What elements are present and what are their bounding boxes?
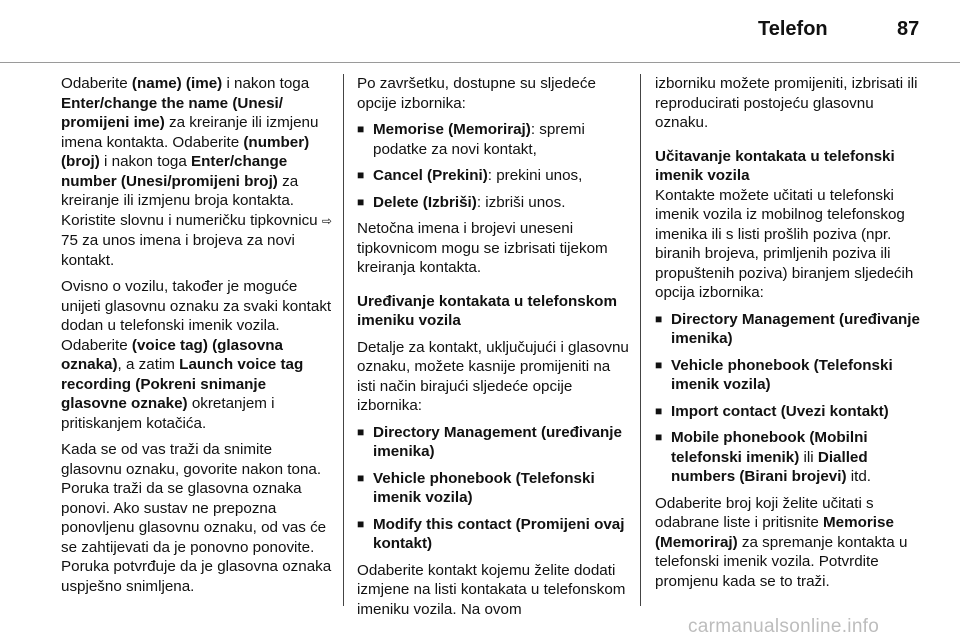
list-item: ■ Directory Management (uređivanje imenika) [655,310,927,349]
paragraph: Odaberite (name) (ime) i nakon toga Enter/change the name (Unesi/ promijeni ime) za kreiranje ili izmjenu imena kontakta. Odaberite (number) (broj) i nakon toga Enter/change number (Unesi/promijeni broj) za kreiranje ili izmjenu broja kontakta. Koristite slovnu i numeričku tipkovnicu ⇨ 75 za unos imena i brojeva za novi kontakt. [61,75,332,269]
list-item: ■ Modify this contact (Promijeni ovaj kontakt) [357,515,629,554]
column-2 [357,74,629,626]
page-reference-arrow-icon: ⇨ [321,213,332,228]
list-item: ■ Cancel (Prekini): prekini unos, [357,166,629,186]
paragraph: Odaberite broj koji želite učitati s odabrane liste i pritisnite Memorise (Memoriraj) za spremanje kontakta u telefonski imenik vozila. Potvrdite promjenu kada se to traži. [655,494,908,590]
paragraph: Kada se od vas traži da snimite glasovnu oznaku, govorite nakon tona. Poruka traži da se glasovna oznaka ponovi. Ako sustav ne prepozna ponovljenu glasovnu oznaku, od vas će se zahtijevati da je ponovno ponovite. Poruka potvrđuje da je glasovna oznaka uspješno snimljena. [61,441,332,595]
section-heading: Uređivanje kontakata u telefonskom imeniku vozila [357,292,617,329]
list-item: ■ Mobile phonebook (Mobilni telefonski imenik) ili Dialled numbers (Birani brojevi) itd. [655,428,927,487]
paragraph: Detalje za kontakt, uključujući i glasovnu oznaku, možete kasnije promijeniti na isti način birajući sljedeće opcije izbornika: [357,338,629,414]
paragraph: Po završetku, dostupne su sljedeće opcije izbornika: [357,75,596,112]
watermark: carmanualsonline.info [688,616,880,637]
list-item: ■ Delete (Izbriši): izbriši unos. [357,193,629,213]
paragraph: Odaberite kontakt kojemu želite dodati izmjene na listi kontakata u telefonskom imeniku vozila. Na ovom [357,561,626,618]
list-item: ■ Vehicle phonebook (Telefonski imenik vozila) [655,356,927,395]
column-1 [61,74,333,603]
page-number: 87 [897,18,920,40]
paragraph: Kontakte možete učitati u telefonski imenik vozila iz mobilnog telefonskog imenika ili s listi prošlih poziva (npr. biranih brojeva, primljenih poziva ili propuštenih poziva) biranjem sljedećih opcija izbornika: [655,186,914,301]
list-item: ■ Vehicle phonebook (Telefonski imenik vozila) [357,469,629,508]
page-header [0,0,960,63]
paragraph: izborniku možete promijeniti, izbrisati ili reproducirati postojeću glasovnu oznaku. [655,75,918,131]
list-item: ■ Memorise (Memoriraj): spremi podatke za novi kontakt, [357,120,629,159]
column-3 [655,74,927,598]
list-item: ■ Import contact (Uvezi kontakt) [655,402,927,422]
list-item: ■ Directory Management (uređivanje imenika) [357,423,629,462]
paragraph: Ovisno o vozilu, također je moguće unijeti glasovnu oznaku za svaki kontakt dodan u telefonski imenik vozila. Odaberite (voice tag) (glasovna oznaka), a zatim Launch voice tag recording (Pokreni snimanje glasovne oznake) okretanjem i pritiskanjem kotačića. [61,278,332,432]
column-divider [640,74,641,606]
page-title: Telefon [758,18,828,40]
section-heading: Učitavanje kontakata u telefonski imenik vozila [655,147,895,184]
column-divider [343,74,344,606]
paragraph: Netočna imena i brojevi uneseni tipkovnicom mogu se izbrisati tijekom kreiranja kontakta. [357,220,608,276]
